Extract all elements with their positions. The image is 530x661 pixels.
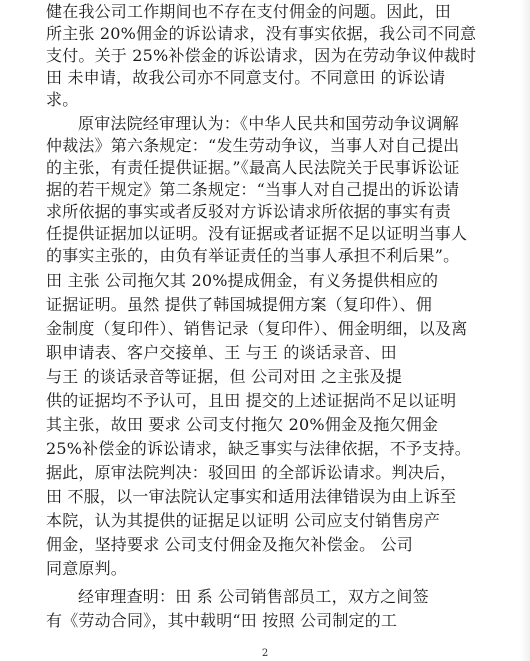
page-number: 2: [261, 648, 269, 659]
text-line: 25%补偿金的诉讼请求，缺乏事实与法律依据，不予支持。: [46, 439, 471, 458]
text-line: 与王 的谈话录音等证据，但 公司对田 之主张及提: [46, 367, 403, 386]
text-line: 职申请表、客户交接单、王 与王 的谈话录音、田: [46, 343, 397, 362]
text-line: 原审法院经审理认为：《中华人民共和国劳动争议调解: [78, 114, 459, 133]
text-line: 有《劳动合同》，其中载明“田 按照 公司制定的工: [46, 611, 398, 630]
text-line: 证据证明。虽然 提供了韩国城提佣方案（复印件）、佣: [46, 295, 433, 314]
text-line: 所主张 20%佣金的诉讼请求，没有事实依据，我公司不同意: [46, 24, 477, 43]
text-line: 的主张，有责任提供证据。”《最高人民法院关于民事诉讼证: [46, 158, 460, 177]
text-line: 仲裁法》第六条规定：“发生劳动争议，当事人对自己提出: [46, 136, 460, 155]
text-line: 佣金，坚持要求 公司支付佣金及拖欠补偿金。 公司: [46, 535, 413, 554]
text-line: 供的证据均不予认可，且田 提交的上述证据尚不足以证明: [46, 391, 457, 410]
text-line: 的事实主张的，由负有举证责任的当事人承担不利后果”。: [46, 246, 460, 265]
text-line: 本院，认为其提供的证据足以证明 公司应支付销售房产: [46, 511, 441, 530]
text-line: 健在我公司工作期间也不存在支付佣金的问题。因此，田: [46, 2, 452, 21]
text-line: 其主张，故田 要求 公司支付拖欠 20%佣金及拖欠佣金: [46, 415, 439, 434]
text-line: 据此，原审法院判决：驳回田 的全部诉讼请求。判决后，: [46, 463, 457, 482]
scan-edge-shadow: [520, 0, 530, 661]
text-line: 田 不服，以一审法院认定事实和适用法律错误为由上诉至: [46, 487, 457, 506]
text-line: 同意原判。: [46, 559, 128, 578]
text-line: 求所依据的事实或者反驳对方诉讼请求所依据的事实有责: [46, 202, 452, 221]
text-line: 田 主张 公司拖欠其 20%提成佣金，有义务提供相应的: [46, 271, 439, 290]
text-line: 金制度（复印件）、销售记录（复印件）、佣金明细，以及离: [46, 319, 468, 338]
text-line: 任提供证据加以证明。没有证据或者证据不足以证明当事人: [46, 224, 468, 243]
text-line: 支付。关于 25%补偿金的诉讼请求，因为在劳动争议仲裁时: [46, 46, 477, 65]
text-line: 据的若干规定》第二条规定：“当事人对自己提出的诉讼请: [46, 180, 460, 199]
text-line: 田 未申请，故我公司亦不同意支付。不同意田 的诉讼请: [46, 68, 446, 87]
text-line: 经审理查明：田 系 公司销售部员工，双方之间签: [78, 587, 429, 606]
text-line: 求。: [46, 90, 79, 109]
